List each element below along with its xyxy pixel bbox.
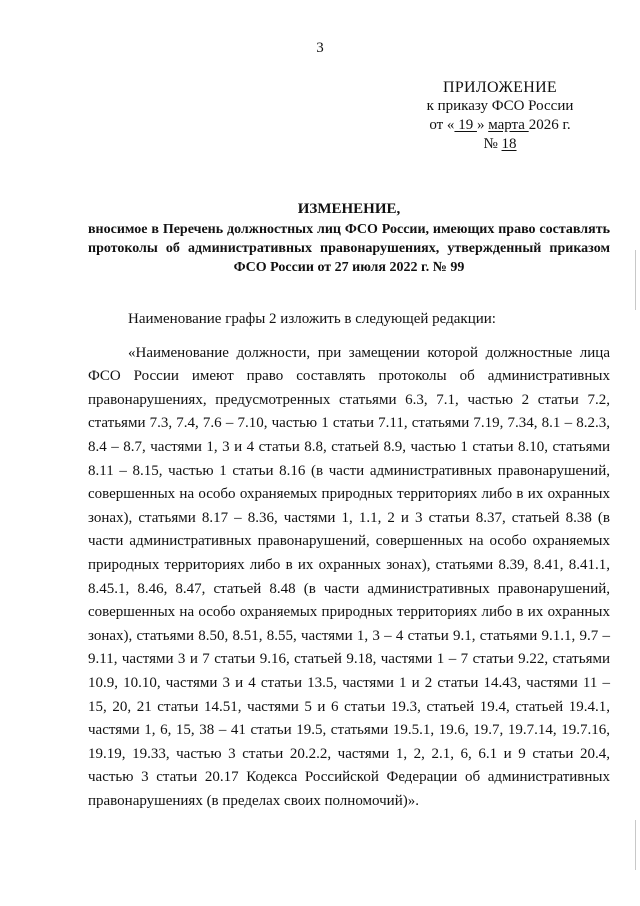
date-prefix: от « <box>429 117 455 133</box>
appendix-title: ПРИЛОЖЕНИЕ <box>442 79 557 96</box>
page-number: 3 <box>316 40 324 56</box>
document-heading <box>88 200 610 277</box>
document-body <box>88 308 610 813</box>
date-month: марта <box>488 117 529 133</box>
scan-edge-mark <box>635 250 636 310</box>
heading-title: ИЗМЕНЕНИЕ, <box>297 201 401 217</box>
appendix-order-ref: к приказу ФСО России <box>426 98 574 114</box>
date-day: 19 <box>454 117 477 133</box>
body-intro-paragraph: Наименование графы 2 изложить в следующей редакции: <box>128 311 496 327</box>
date-year: 2026 г. <box>528 117 571 133</box>
appendix-block <box>400 78 600 154</box>
order-number: 18 <box>501 136 517 152</box>
scan-edge-mark <box>635 820 636 870</box>
appendix-date-line <box>400 116 600 135</box>
appendix-number-line <box>400 135 600 154</box>
date-mid: » <box>476 117 489 133</box>
body-main-paragraph: «Наименование должности, при замещении которой должностные лица ФСО России имеют право составлять протоколы об административных правонарушениях, предусмотренных статьями 6.3, 7.1, частью 2 статьи 7.2, статьями 7.3, 7.4, 7.6 – 7.10, частью 1 статьи 7.11, статьями 7.19, 7.34, 8.1 – 8.2.3, 8.4 – 8.7, частями 1, 3 и 4 статьи 8.8, статьей 8.9, частью 1 статьи 8.10, статьями 8.11 – 8.15, частью 1 статьи 8.16 (в части административных правонарушений, совершенных на особо охраняемых природных территориях либо в их охранных зонах), статьями 8.17 – 8.36, частями 1, 1.1, 2 и 3 статьи 8.37, статьей 8.38 (в части административных правонарушений, совершенных на особо охраняемых природных территориях либо в их охранных зонах), статьями 8.39, 8.41, 8.41.1, 8.45.1, 8.46, 8.47, статьей 8.48 (в части административных правонарушений, совершенных на особо охраняемых природных территориях либо в их охранных зонах), статьями 8.50, 8.51, 8.55, частями 1, 3 – 4 статьи 9.1, статьями 9.1.1, 9.7 – 9.11, частями 3 и 7 статьи 9.16, статьей 9.18, частями 1 – 7 статьи 9.22, статьями 10.9, 10.10, частями 3 и 4 статьи 13.5, частями 1 и 2 статьи 14.43, частями 11 – 15, 20, 21 статьи 14.51, частями 5 и 6 статьи 19.3, статьей 19.4, статьей 19.4.1, частями 1, 6, 15, 38 – 41 статьи 19.5, статьями 19.5.1, 19.6, 19.7, 19.7.14, 19.7.16, 19.19, 19.33, частью 3 статьи 20.2.2, частями 1, 2, 2.1, 6, 6.1 и 9 статьи 20.4, частью 3 статьи 20.17 Кодекса Российской Федерации об административных правонарушениях (в пределах своих полномочий)». <box>88 344 610 809</box>
heading-subtitle: вносимое в Перечень должностных лиц ФСО России, имеющих право составлять протоколы об административных правонарушениях, утвержденный приказом ФСО России от 27 июля 2022 г. № 99 <box>88 222 610 275</box>
number-prefix: № <box>483 136 502 152</box>
